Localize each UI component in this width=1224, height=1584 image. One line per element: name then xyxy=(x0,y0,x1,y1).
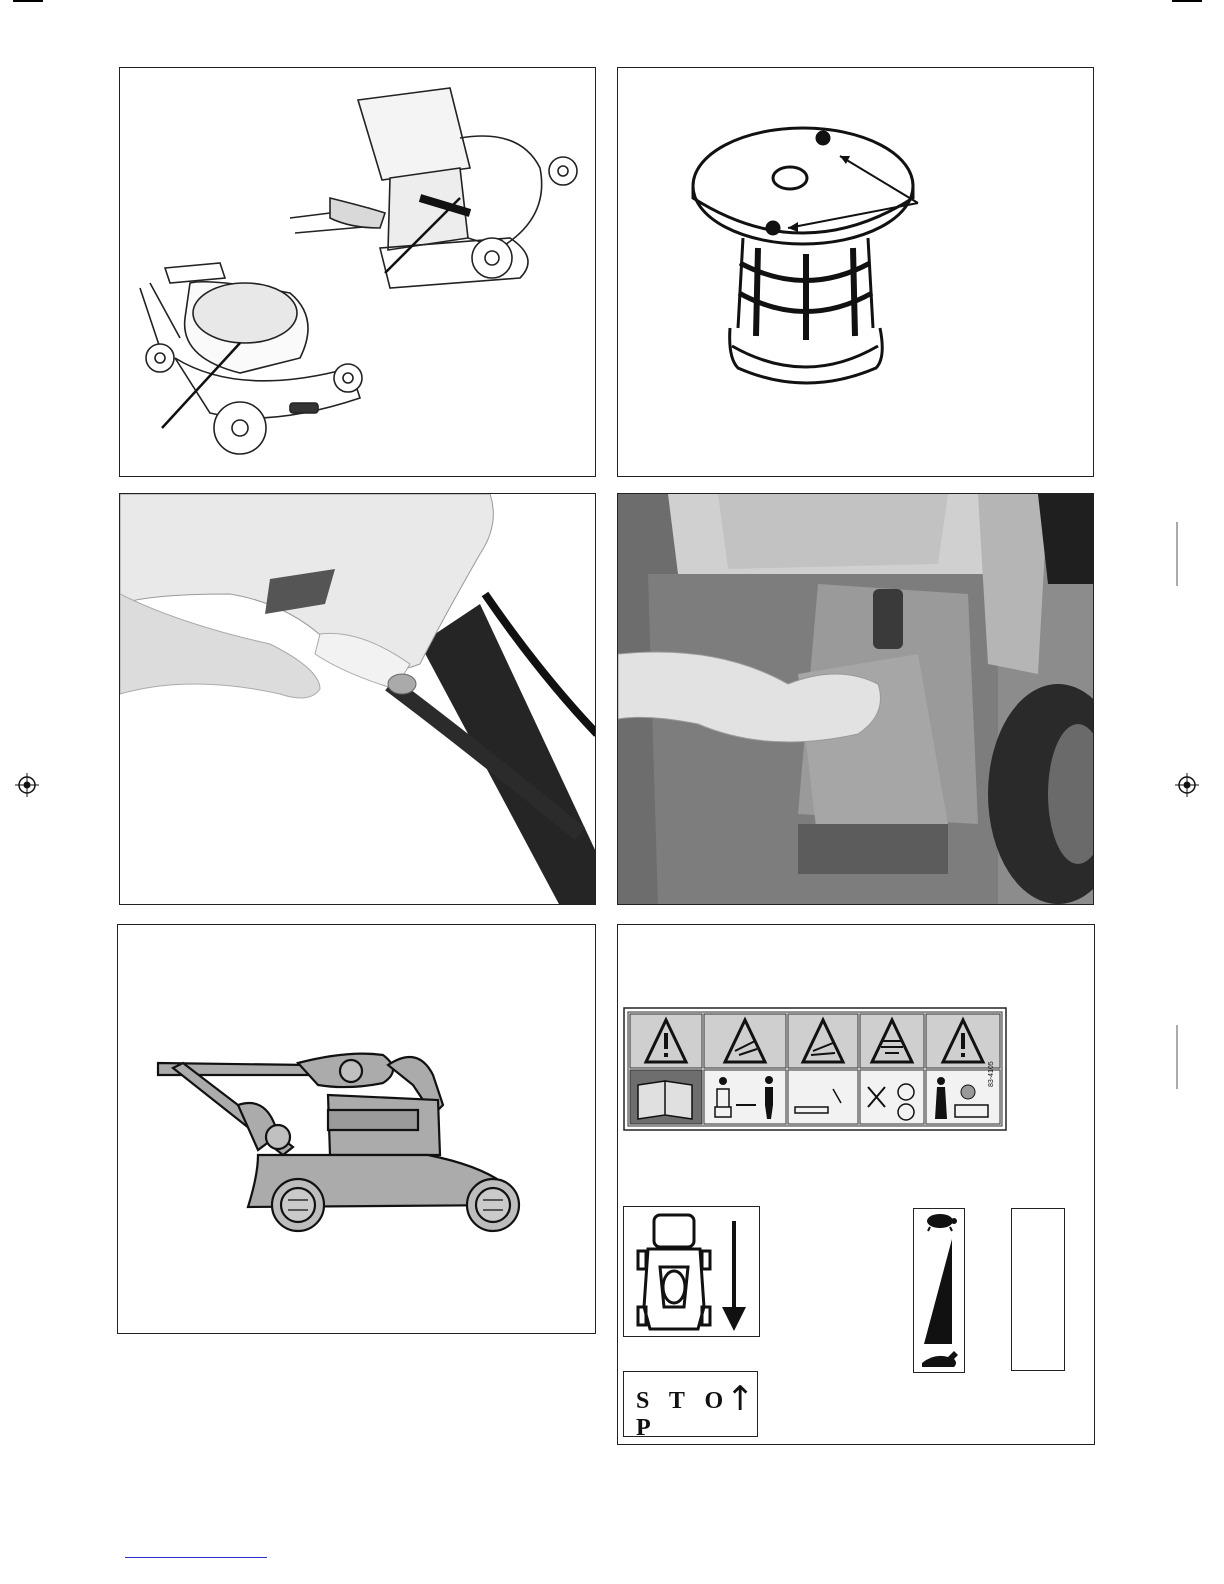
footer-rule xyxy=(125,1557,267,1558)
figure-5-panel xyxy=(117,924,596,1334)
mower-grass-bag-icon xyxy=(120,68,596,477)
blank-label xyxy=(1011,1208,1065,1371)
figure-3-panel xyxy=(119,493,596,905)
crop-mark-top-right xyxy=(1172,0,1202,2)
crop-mark-top-left xyxy=(13,0,43,2)
hand-rear-flap-icon xyxy=(618,494,1094,905)
figure-2-panel xyxy=(617,67,1094,477)
speed-label xyxy=(913,1208,965,1373)
rabbit-icon xyxy=(922,1351,958,1367)
stop-text: S T O P xyxy=(636,1388,731,1441)
figure-1-panel xyxy=(119,67,596,477)
filter-cartridge-icon xyxy=(618,68,1094,477)
stop-label xyxy=(623,1371,758,1441)
warning-decal-bottom-row xyxy=(630,1070,1000,1124)
speed-range-icon xyxy=(914,1209,966,1374)
warning-decal-top-row xyxy=(630,1014,1000,1068)
figure-6-panel xyxy=(617,924,1095,1445)
figure-4-panel xyxy=(617,493,1094,905)
mower-forward-icon xyxy=(624,1207,761,1338)
mower-side-view-icon xyxy=(118,925,596,1334)
turtle-icon xyxy=(927,1214,957,1231)
registration-mark-left xyxy=(15,773,39,797)
edge-mark-lower xyxy=(1176,1025,1178,1089)
edge-mark-upper xyxy=(1176,522,1178,586)
hand-hose-nozzle-icon xyxy=(120,494,596,905)
registration-mark-right xyxy=(1175,773,1199,797)
warning-decal xyxy=(623,1007,1007,1131)
direction-label xyxy=(623,1206,760,1337)
up-arrow-icon: ↑ xyxy=(726,1379,755,1419)
warning-decal-code: 83-4105 xyxy=(988,1061,995,1087)
